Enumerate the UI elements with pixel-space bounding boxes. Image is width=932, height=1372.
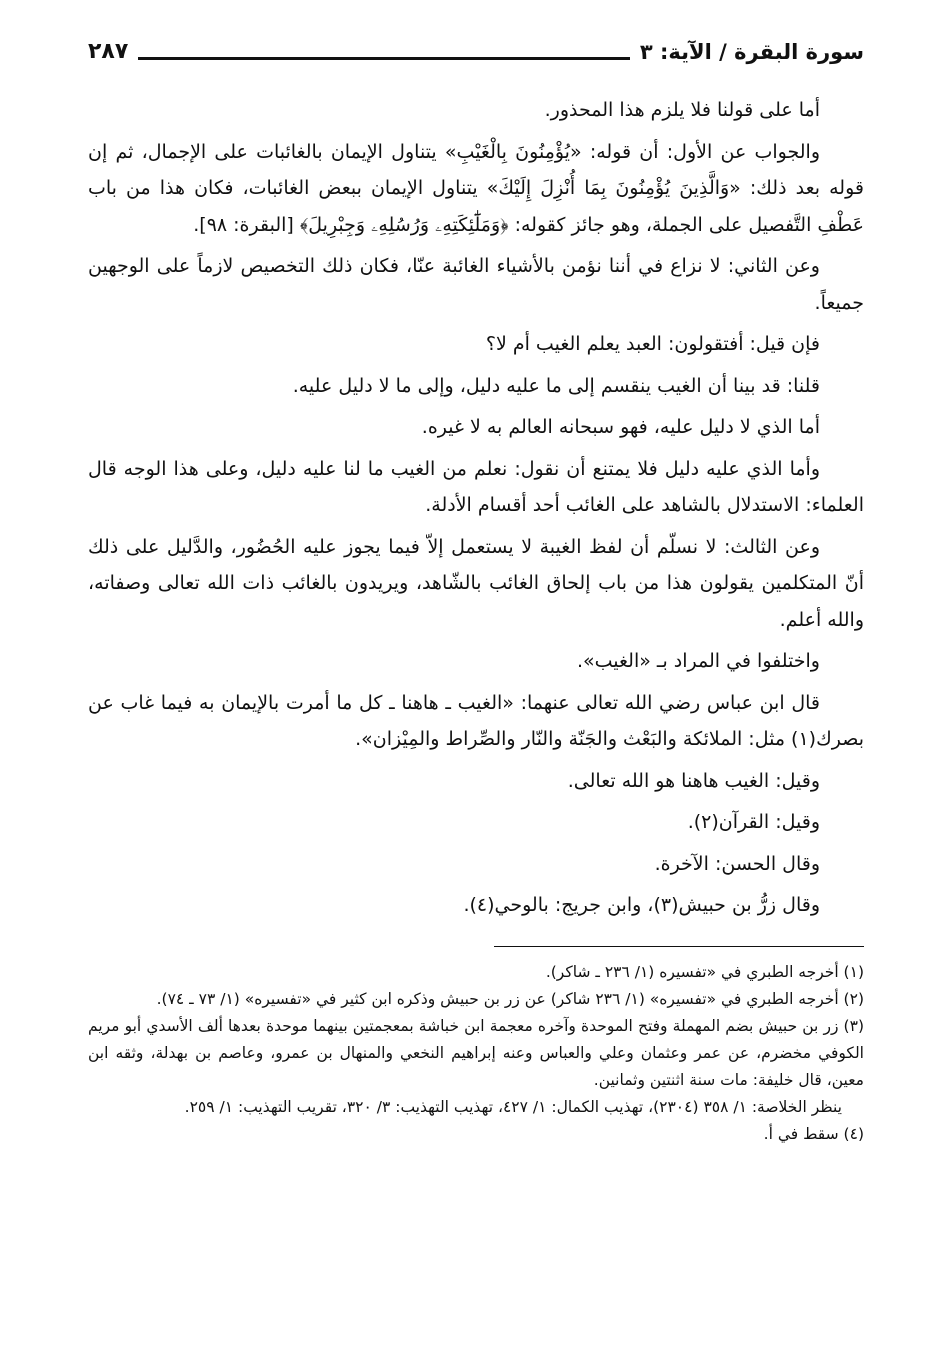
book-page — [88, 30, 864, 1148]
header-rule — [138, 57, 630, 60]
paragraph: وقال الحسن: الآخرة. — [654, 852, 820, 875]
footnote-continuation: ينظر الخلاصة: ١/ ٣٥٨ (٢٣٠٤)، تهذيب الكمال: ١/ ٤٢٧، تهذيب التهذيب: ٣/ ٣٢٠، تقريب التهذيب: ١/ ٢٥٩. — [184, 1097, 842, 1116]
footnote: (٤) سقط في أ. — [763, 1124, 864, 1143]
paragraph: وقال زرُّ بن حبيش(٣)، وابن جريج: بالوحي(٤). — [463, 894, 820, 916]
footnote-separator — [494, 946, 864, 947]
footnote: (٣) زر بن حبيش بضم المهملة وفتح الموحدة وآخره معجمة ابن خباشة بمعجمتين بينهما موحدة بعدها ألف الأسدي أبو مريم الكوفي مخضرم، عن عمر وعثمان وعلي والعباس وعنه إبراهيم النخعي والمنهال بن عمرو، وعاصم بن بهدلة، وثقه ابن معين، قال خليفة: مات سنة اثنتين وثمانين. — [88, 1016, 864, 1089]
paragraph: وعن الثالث: لا نسلّم أن لفظ الغيبة لا يستعمل إلاّ فيما يجوز عليه الحُضُور، والدَّليل على ذلك أنّ المتكلمين يقولون هذا من باب إلحاق الغائب بالشّاهد، ويريدون بالغائب ذات الله تعالى وصفاته، والله أعلم. — [88, 535, 864, 631]
paragraph: أما الذي لا دليل عليه، فهو سبحانه العالم به لا غيره. — [421, 416, 820, 438]
paragraph: أما على قولنا فلا يلزم هذا المحذور. — [544, 99, 820, 121]
paragraph: قلنا: قد بينا أن الغيب ينقسم إلى ما عليه دليل، وإلى ما لا دليل عليه. — [292, 374, 820, 397]
footnote: (٢) أخرجه الطبري في «تفسيره» (١/ ٢٣٦ شاكر) عن زر بن حبيش وذكره ابن كثير في «تفسيره» (١/ ٧٣ ـ ٧٤). — [156, 989, 864, 1008]
paragraph: وقيل: الغيب هاهنا هو الله تعالى. — [567, 769, 820, 792]
paragraph: وأما الذي عليه دليل فلا يمتنع أن نقول: نعلم من الغيب ما لنا عليه دليل، وعلى هذا الوجه قال العلماء: الاستدلال بالشاهد على الغائب أحد أقسام الأدلة. — [88, 457, 864, 516]
footnote: (١) أخرجه الطبري في «تفسيره (١/ ٢٣٦ ـ شاكر). — [545, 962, 864, 981]
page-number: ٢٨٧ — [88, 39, 129, 64]
main-text — [88, 92, 864, 924]
page-header — [88, 30, 864, 70]
paragraph: وعن الثاني: لا نزاع في أننا نؤمن بالأشياء الغائبة عنّا، فكان ذلك التخصيص لازماً على الوجهين جميعاً. — [88, 255, 864, 314]
paragraph: فإن قيل: أفتقولون: العبد يعلم الغيب أم لا؟ — [485, 333, 820, 355]
running-header-title: سورة البقرة / الآية: ٣ — [639, 40, 864, 64]
paragraph: وقيل: القرآن(٢). — [687, 811, 820, 833]
paragraph: واختلفوا في المراد بـ «الغيب». — [576, 650, 820, 672]
footnotes — [88, 959, 864, 1148]
paragraph: قال ابن عباس رضي الله تعالى عنهما: «الغيب ـ هاهنا ـ كل ما أمرت بالإيمان به فيما غاب عن بصرك(١) مثل: الملائكة والبَعْث والجَنّة والنّار والصِّراط والمِيْزان». — [88, 691, 864, 750]
paragraph: والجواب عن الأول: أن قوله: «يُؤْمِنُونَ بِالْغَيْبِ» يتناول الإيمان بالغائبات على الإجمال، ثم إن قوله بعد ذلك: «وَالَّذِينَ يُؤْمِنُونَ بِمَا أُنْزِلَ إِلَيْكَ» يتناول الإيمان ببعض الغائبات، فكان هذا من باب عَطْفِ التَّفصيل على الجملة، وهو جائز كقوله: ﴿وَمَلَٰٓئِكَتِهِۦ وَرُسُلِهِۦ وَجِبْرِيلَ﴾ [البقرة: ٩٨]. — [88, 140, 864, 236]
